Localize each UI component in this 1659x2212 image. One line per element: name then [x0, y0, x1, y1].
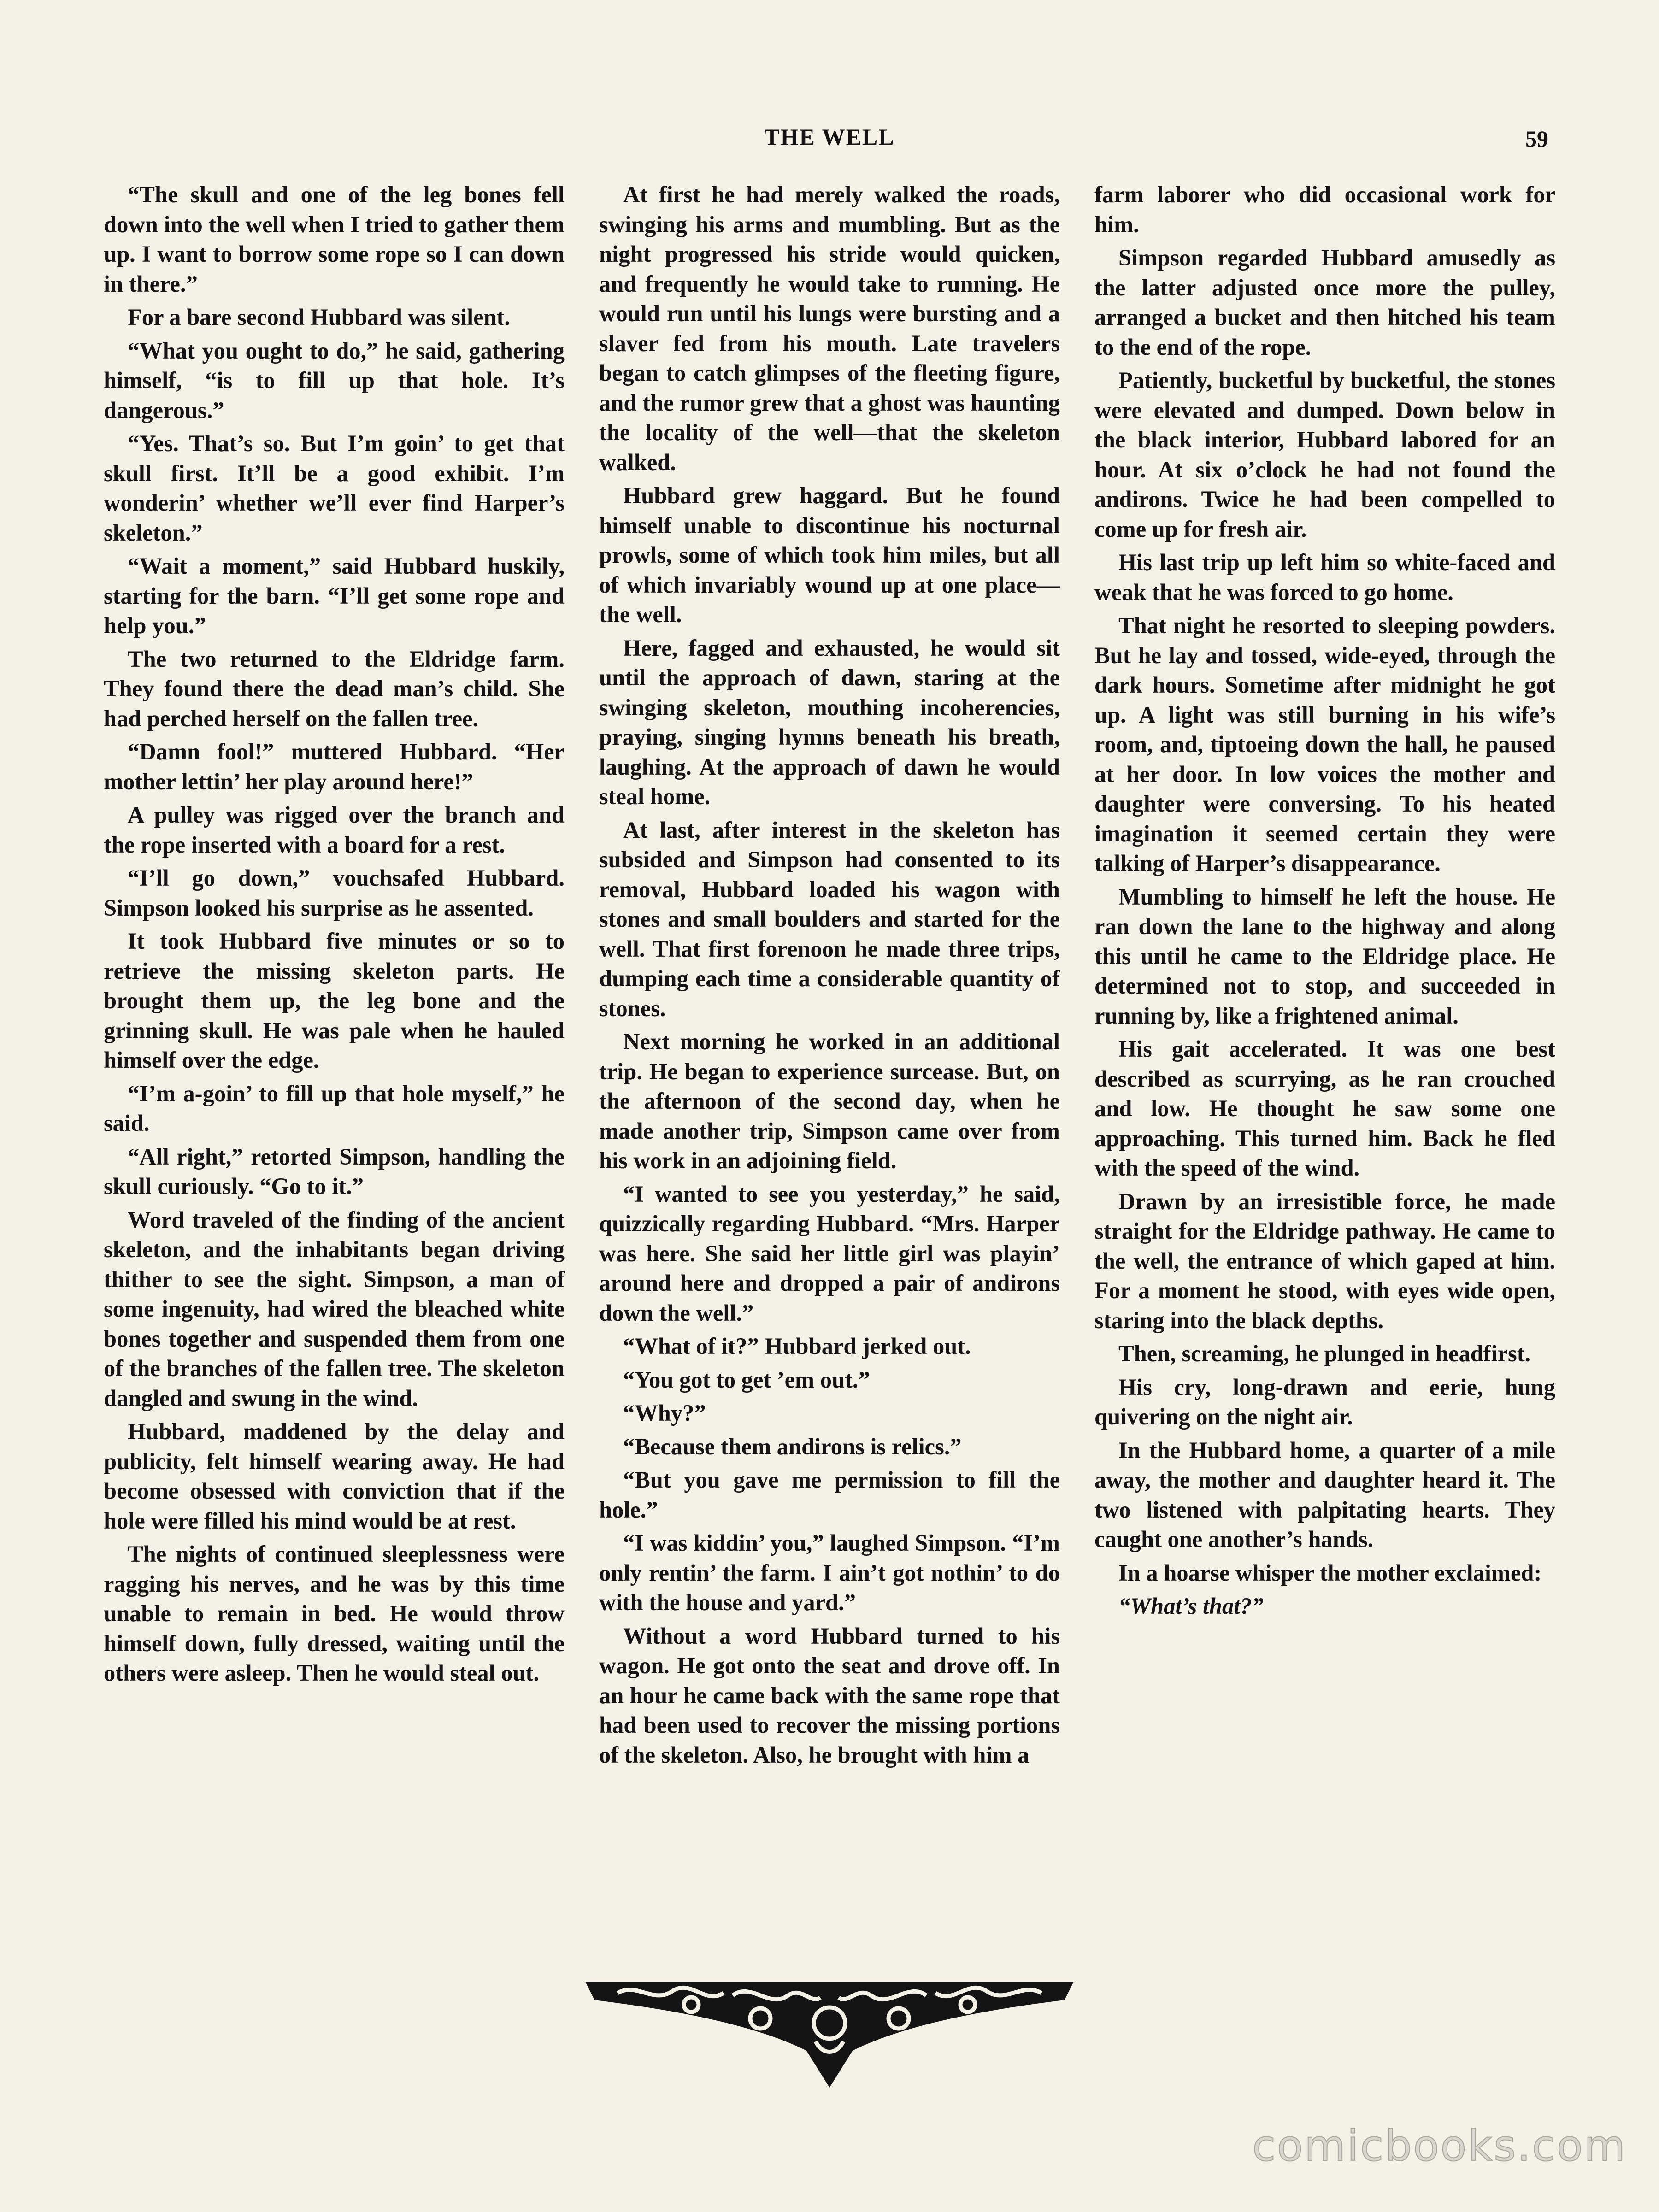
- paragraph: “Wait a moment,” said Hubbard huskily, starting for the barn. “I’ll get some rope and help you.”: [104, 553, 565, 638]
- paragraph: “What of it?” Hubbard jerked out.: [623, 1333, 971, 1359]
- paragraph: The nights of continued sleeplessness were ragging his nerves, and he was by this time unable to remain in bed. He would throw himself down, fully dressed, waiting until the others were asleep. Then he would steal out.: [104, 1541, 565, 1686]
- paragraph: Patiently, bucketful by bucketful, the stones were elevated and dumped. Down below in the black interior, Hubbard labored for an hour. At six o’clock he had not found the andirons. Twice he had been compelled to come up for fresh air.: [1094, 367, 1555, 542]
- paragraph: “What’s that?”: [1118, 1593, 1264, 1619]
- paragraph: Mumbling to himself he left the house. He ran down the lane to the highway and along this until he came to the Eldridge place. He determined not to stop, and succeeded in running by, like a frightened animal.: [1094, 883, 1555, 1029]
- paragraph: In a hoarse whisper the mother exclaimed:: [1118, 1559, 1542, 1586]
- paragraph: In the Hubbard home, a quarter of a mile away, the mother and daughter heard it. The two listened with palpitating hearts. They caught one another’s hands.: [1094, 1437, 1555, 1552]
- paragraph: A pulley was rigged over the branch and the rope inserted with a board for a rest.: [104, 802, 565, 858]
- paragraph: “What you ought to do,” he said, gathering himself, “is to fill up that hole. It’s dangerous.”: [104, 337, 565, 423]
- paragraph: Drawn by an irresistible force, he made straight for the Eldridge pathway. He came to the well, the entrance of which gaped at him. For a moment he stood, with eyes wide open, staring into the black depths.: [1094, 1188, 1555, 1333]
- watermark: comicbooks.com: [1252, 2121, 1627, 2171]
- paragraph: farm laborer who did occasional work for him.: [1094, 182, 1555, 237]
- paragraph: “But you gave me permission to fill the hole.”: [599, 1467, 1060, 1523]
- paragraph: The two returned to the Eldridge farm. They found there the dead man’s child. She had perched herself on the fallen tree.: [104, 646, 565, 731]
- ornament-tailpiece-icon: [576, 1954, 1083, 2092]
- page-number: 59: [1525, 126, 1548, 152]
- paragraph: At first he had merely walked the roads, swinging his arms and mumbling. But as the night progressed his stride would quicken, and frequently he would take to running. He would run until his lungs were bursting and a slaver fed from his mouth. Late travelers began to catch glimpses of the fleeting figure, and the rumor grew that a ghost was haunting the locality of the well—that the skeleton walked.: [599, 182, 1060, 475]
- paragraph: “Yes. That’s so. But I’m goin’ to get that skull first. It’ll be a good exhibit. I’m wonderin’ whether we’ll ever find Harper’s skeleton.”: [104, 430, 565, 546]
- paragraph: His gait accelerated. It was one best described as scurrying, as he ran crouched and low. He thought he saw some one approaching. This turned him. Back he fled with the speed of the wind.: [1094, 1036, 1555, 1181]
- paragraph: “Damn fool!” muttered Hubbard. “Her mother lettin’ her play around here!”: [104, 739, 565, 794]
- paragraph: “You got to get ’em out.”: [623, 1366, 870, 1393]
- paragraph: Here, fagged and exhausted, he would sit until the approach of dawn, staring at the swinging skeleton, mouthing incoherencies, praying, singing hymns beneath his breath, laughing. At the approach of dawn he would steal home.: [599, 635, 1060, 809]
- paragraph: That night he resorted to sleeping powders. But he lay and tossed, wide-eyed, through the dark hours. Sometime after midnight he got up. A light was still burning in his wife’s room, and, tiptoeing down the hall, he paused at her door. In low voices the mother and daughter were conversing. To his heated imagination it seemed certain they were talking of Harper’s disappearance.: [1094, 612, 1555, 876]
- paragraph: Simpson regarded Hubbard amusedly as the latter adjusted once more the pulley, arranged a bucket and then hitched his team to the end of the rope.: [1094, 245, 1555, 360]
- paragraph: Next morning he worked in an additional trip. He began to experience surcease. But, on the afternoon of the second day, when he made another trip, Simpson came over from his work in an adjoining field.: [599, 1029, 1060, 1173]
- paragraph: “I’ll go down,” vouchsafed Hubbard. Simpson looked his surprise as he assented.: [104, 865, 565, 921]
- paragraph: Word traveled of the finding of the ancient skeleton, and the inhabitants began driving thither to see the sight. Simpson, a man of some ingenuity, had wired the bleached white bones together and suspended them from one of the branches of the fallen tree. The skeleton dangled and swung in the wind.: [104, 1206, 565, 1411]
- column-1: [104, 180, 565, 1885]
- paragraph: Hubbard grew haggard. But he found himself unable to discontinue his nocturnal prowls, some of which took him miles, but all of which invariably wound up at one place—the well.: [599, 482, 1060, 627]
- paragraph: His last trip up left him so white-faced and weak that he was forced to go home.: [1094, 549, 1555, 605]
- paragraph: “All right,” retorted Simpson, handling the skull curiously. “Go to it.”: [104, 1143, 565, 1199]
- paragraph: “Why?”: [623, 1400, 706, 1426]
- paragraph: “I was kiddin’ you,” laughed Simpson. “I’m only rentin’ the farm. I ain’t got nothin’ to do with the house and yard.”: [599, 1530, 1060, 1615]
- paragraph: Hubbard, maddened by the delay and publicity, felt himself wearing away. He had become obsessed with conviction that if the hole were filled his mind would be at rest.: [104, 1418, 565, 1534]
- paragraph: “I wanted to see you yesterday,” he said, quizzically regarding Hubbard. “Mrs. Harper was here. She said her little girl was playin’ around here and dropped a pair of andirons down the well.”: [599, 1181, 1060, 1326]
- paragraph: It took Hubbard five minutes or so to retrieve the missing skeleton parts. He brought them up, the leg bone and the grinning skull. He was pale when he hauled himself over the edge.: [104, 928, 565, 1073]
- column-2: [599, 180, 1060, 1885]
- column-3: [1094, 180, 1555, 1885]
- paragraph: “Because them andirons is relics.”: [623, 1433, 962, 1459]
- paragraph: At last, after interest in the skeleton has subsided and Simpson had consented to its removal, Hubbard loaded his wagon with stones and small boulders and started for the well. That first forenoon he made three trips, dumping each time a considerable quantity of stones.: [599, 817, 1060, 1021]
- paragraph: Without a word Hubbard turned to his wagon. He got onto the seat and drove off. In an hour he came back with the same rope that had been used to recover the missing portions of the skeleton. Also, he brought with him a: [599, 1623, 1060, 1768]
- paragraph: His cry, long-drawn and eerie, hung quivering on the night air.: [1094, 1374, 1555, 1430]
- paragraph: “I’m a-goin’ to fill up that hole myself,” he said.: [104, 1080, 565, 1136]
- text-columns: [104, 180, 1555, 1885]
- running-head: THE WELL: [764, 124, 895, 150]
- paragraph: For a bare second Hubbard was silent.: [128, 304, 511, 330]
- paragraph: “The skull and one of the leg bones fell down into the well when I tried to gather them up. I want to borrow some rope so I can down in there.”: [104, 182, 565, 297]
- paragraph: Then, screaming, he plunged in headfirst.: [1118, 1341, 1531, 1366]
